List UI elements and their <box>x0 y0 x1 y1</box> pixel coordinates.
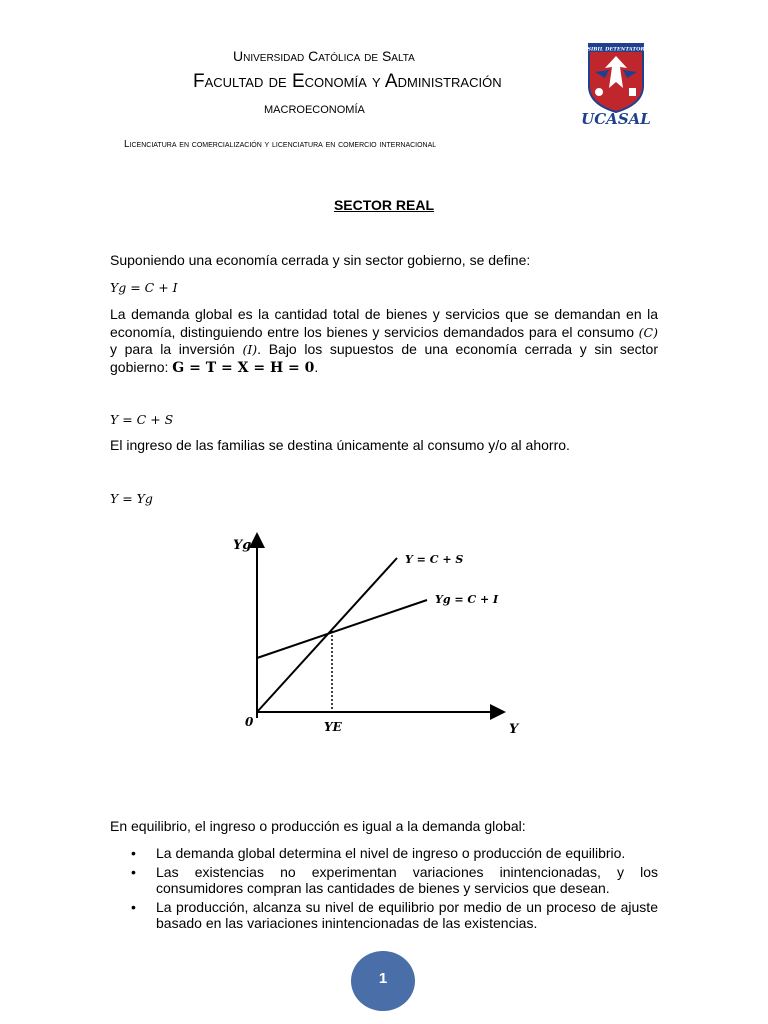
program-name: Licenciatura en comercialización y licenciatura en comercio internacional <box>124 139 437 150</box>
equation-y: Y = C + S <box>110 412 174 427</box>
university-name: Universidad Católica de Salta <box>233 48 415 64</box>
intro-text: Suponiendo una economía cerrada y sin sector gobierno, se define: <box>110 252 531 268</box>
equilibrium-intro: En equilibrio, el ingreso o producción es igual a la demanda global: <box>110 818 526 834</box>
equation-yg: Yg = C + I <box>110 280 178 295</box>
page-number: 1 <box>378 970 388 987</box>
list-item: • La producción, alcanza su nivel de equilibrio por medio de un proceso de ajuste basado en las variaciones inintencionadas de las existencias. <box>131 898 658 931</box>
equation-equilibrium: Y = Yg <box>110 491 153 506</box>
equilibrium-label: YE <box>324 720 342 734</box>
y-axis-label: Yg <box>233 538 252 553</box>
line2-label: Yg = C + I <box>435 593 499 606</box>
ingreso-text: El ingreso de las familias se destina únicamente al consumo y/o al ahorro. <box>110 437 570 453</box>
logo-text: UCASAL <box>581 110 651 126</box>
paragraph-demanda-global: La demanda global es la cantidad total de bienes y servicios que se demandan en la economía, distinguiendo entre los bienes y servicios demandados para el consumo (C) y para la inversión (I). Bajo los supuestos de una economía cerrada y sin sector gobierno: G = T = X = H = 0. <box>110 306 658 376</box>
page-title: SECTOR REAL <box>333 197 435 213</box>
line-yg-c-i <box>257 600 427 658</box>
subject-name: macroeconomía <box>264 100 365 117</box>
origin-label: 0 <box>245 715 254 729</box>
equilibrium-bullets <box>110 845 658 934</box>
list-item: • Las existencias no experimentan variaciones inintencionadas, y los consumidores compran las cantidades de bienes y servicios que desean. <box>131 863 658 896</box>
logo-banner: SIBIL DETENTATOR <box>587 46 645 53</box>
ucasal-logo <box>575 42 657 126</box>
line1-label: Y = C + S <box>405 553 464 566</box>
equilibrium-graph <box>225 530 535 745</box>
list-item: • La demanda global determina el nivel de ingreso o producción de equilibrio. <box>131 845 626 861</box>
x-axis-label: Y <box>509 722 519 737</box>
faculty-name: Facultad de Economía y Administración <box>193 71 502 92</box>
